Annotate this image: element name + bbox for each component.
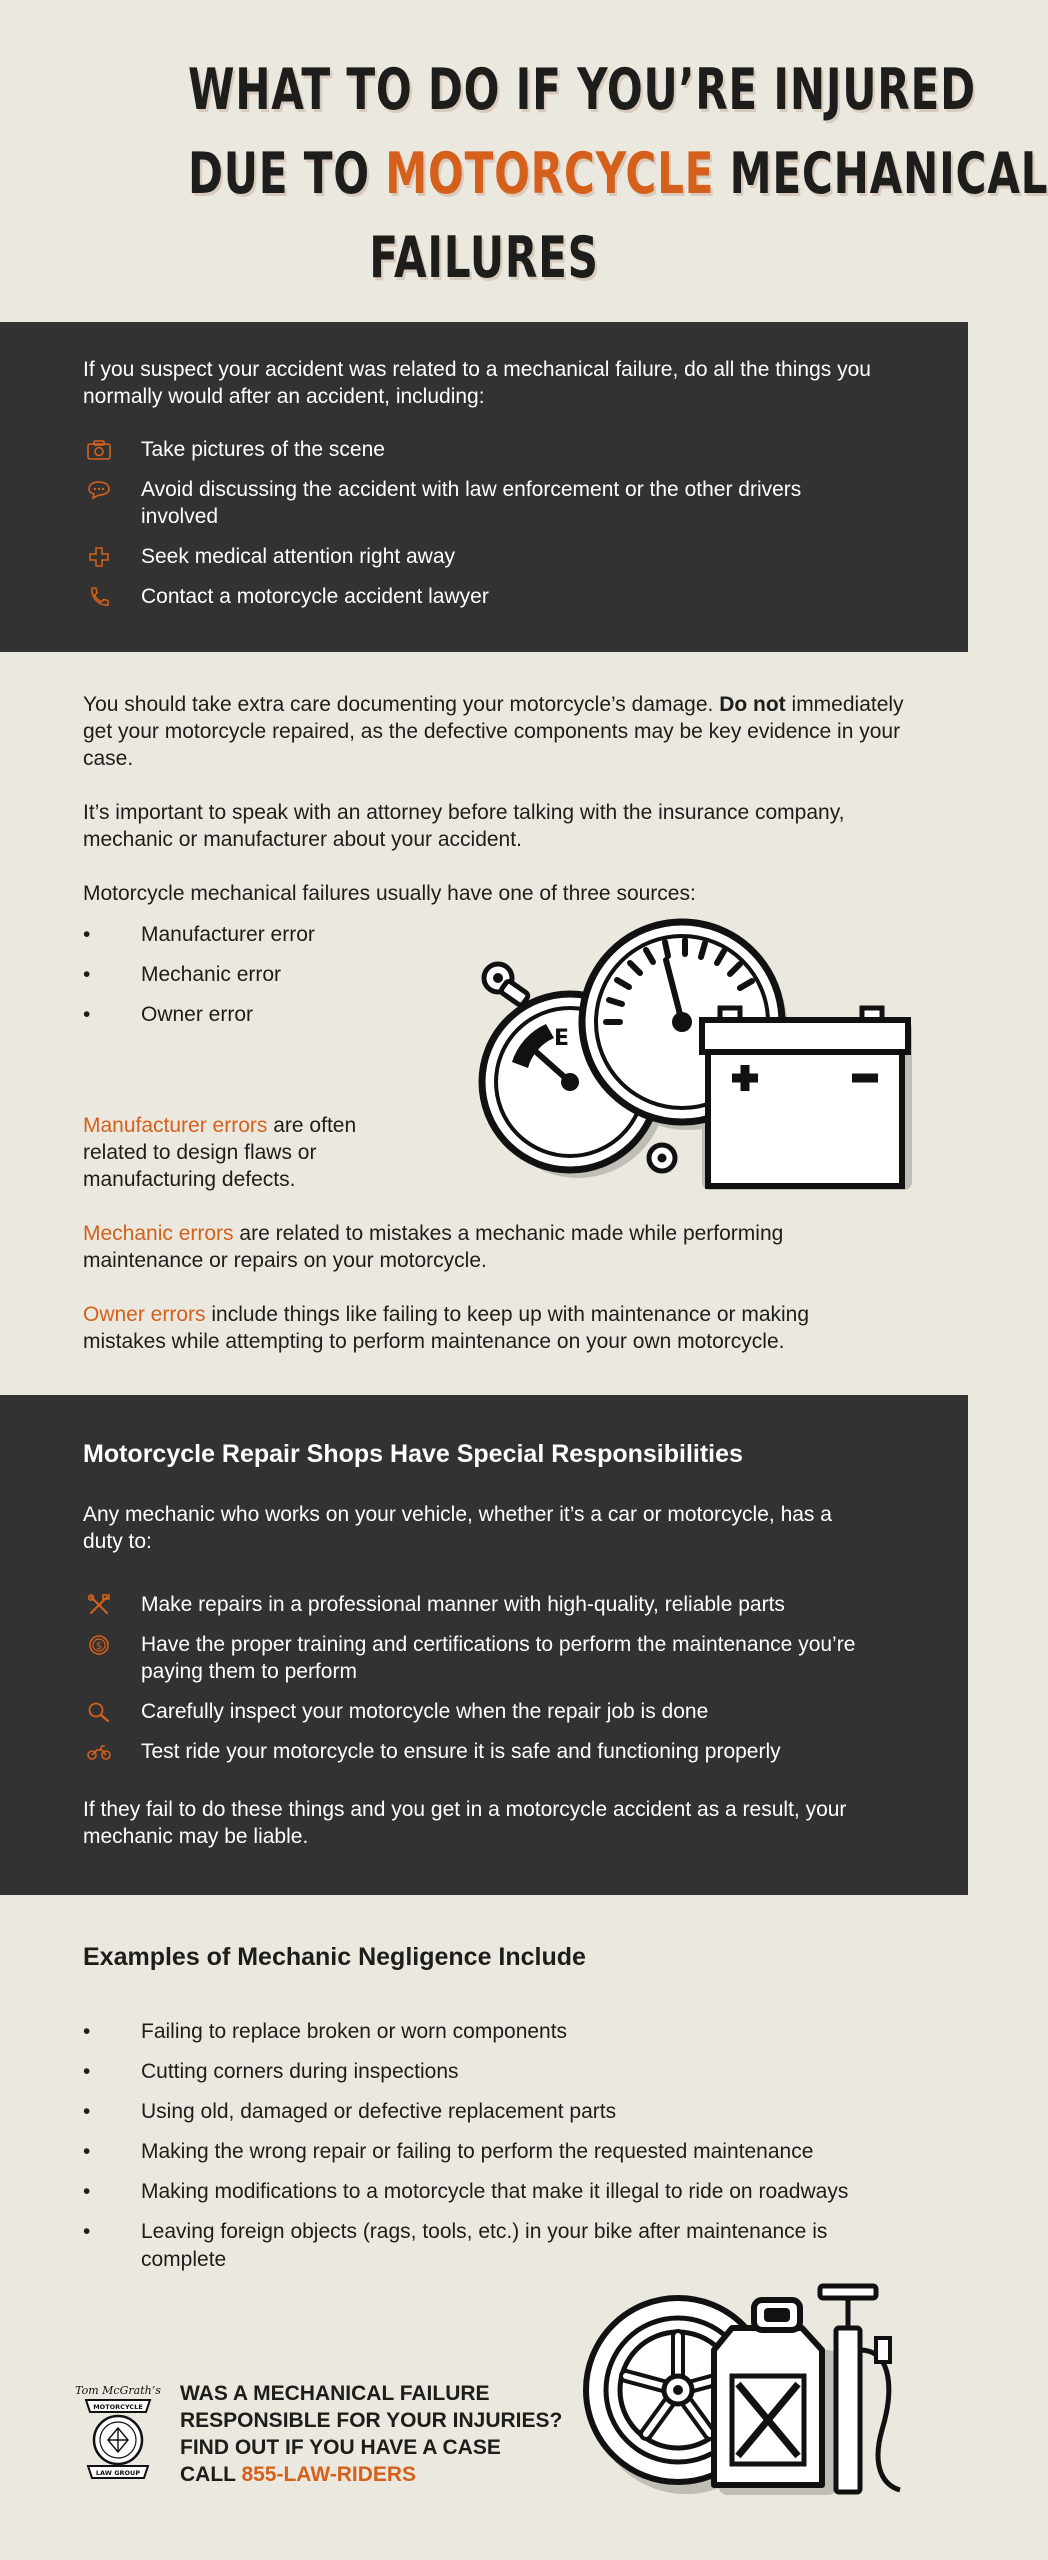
list-item-text: Owner error <box>141 1003 254 1026</box>
cta-line-2: RESPONSIBLE FOR YOUR INJURIES? <box>180 2409 563 2432</box>
emphasis-text: Do not <box>719 693 786 716</box>
tire-gascan-pump-illustration <box>582 2280 912 2500</box>
title-accent-word: MOTORCYCLE <box>385 141 715 207</box>
list-item-text: Have the proper training and certifications to perform the maintenance you’re paying them to perform <box>141 1633 856 1683</box>
wrench-screwdriver-icon <box>87 1595 111 1615</box>
page-title <box>188 48 1048 300</box>
owner-errors-paragraph <box>83 1301 883 1355</box>
liability-paragraph: If they fail to do these things and you get in a motorcycle accident as a result, your mechanic may be liable. <box>83 1798 847 1848</box>
bullet-dot: • <box>83 963 91 986</box>
list-item-text: Leaving foreign objects (rags, tools, etc.) in your bike after maintenance is complete <box>141 2220 828 2271</box>
after-accident-section <box>0 322 968 652</box>
section1-intro: If you suspect your accident was related to a mechanical failure, do all the things you normally would after an accident, including: <box>83 358 871 408</box>
manufacturer-errors-paragraph <box>83 1112 393 1193</box>
motorcycle-icon <box>87 1742 111 1762</box>
logo-tag: MOTORCYCLE <box>93 2403 143 2411</box>
list-item-text: Making modifications to a motorcycle that make it illegal to ride on roadways <box>141 2180 849 2203</box>
medical-cross-icon <box>87 547 111 567</box>
camera-icon <box>87 440 111 460</box>
paragraph-text: include things like failing to keep up with maintenance or making mistakes while attempting to perform maintenance on your own motorcycle. <box>83 1303 810 1353</box>
paragraph-text: You should take extra care documenting your motorcycle’s damage. <box>83 693 720 716</box>
repair-shop-intro: Any mechanic who works on your vehicle, whether it’s a car or motorcycle, has a duty to: <box>83 1503 832 1553</box>
list-item-text: Avoid discussing the accident with law enforcement or the other drivers involved <box>141 478 802 528</box>
call-to-action <box>180 2380 600 2488</box>
list-item-text: Carefully inspect your motorcycle when the repair job is done <box>141 1700 709 1723</box>
bullet-dot: • <box>83 2100 91 2123</box>
phone-icon <box>87 587 111 607</box>
list-item-text: Making the wrong repair or failing to perform the requested maintenance <box>141 2140 814 2163</box>
title-text: MECHANICAL <box>714 141 1048 207</box>
list-item-text: Mechanic error <box>141 963 282 986</box>
law-group-logo <box>75 2382 161 2482</box>
owner-errors-label: Owner errors <box>83 1303 206 1326</box>
bullet-dot: • <box>83 1003 91 1026</box>
certificate-badge-icon <box>87 1635 111 1655</box>
cta-call-line <box>180 2461 600 2488</box>
svg-text:$: $ <box>95 1641 103 1652</box>
phone-number-link[interactable]: 855-LAW-RIDERS <box>241 2463 417 2486</box>
documentation-paragraph <box>83 691 913 772</box>
title-block <box>0 0 1048 322</box>
negligence-heading: Examples of Mechanic Negligence Include <box>83 1943 586 1971</box>
list-item-text: Take pictures of the scene <box>141 438 385 461</box>
logo-name: Tom McGrath’s <box>75 2384 161 2397</box>
paragraph-text: are related to mistakes a mechanic made while performing maintenance or repairs on your motorcycle. <box>83 1222 784 1272</box>
list-item-text: Test ride your motorcycle to ensure it is safe and functioning properly <box>141 1740 781 1763</box>
svg-text:E: E <box>554 1026 570 1051</box>
bullet-dot: • <box>83 2140 91 2163</box>
mechanic-errors-label: Mechanic errors <box>83 1222 234 1245</box>
bullet-dot: • <box>83 923 91 946</box>
title-line-1: WHAT TO DO IF YOU’RE INJURED <box>188 57 976 123</box>
sources-intro: Motorcycle mechanical failures usually have one of three sources: <box>83 882 696 905</box>
list-item-text: Using old, damaged or defective replacement parts <box>141 2100 617 2123</box>
manufacturer-errors-label: Manufacturer errors <box>83 1114 268 1137</box>
cta-call-text: CALL <box>180 2463 242 2486</box>
title-line-2 <box>188 132 1048 216</box>
bullet-dot: • <box>83 2220 91 2243</box>
repair-shop-section <box>0 1395 968 1895</box>
magnifier-icon <box>87 1702 111 1722</box>
paragraph-text: immediately get your motorcycle repaired, as the defective components may be key evidence in your case. <box>83 693 904 770</box>
bullet-dot: • <box>83 2020 91 2043</box>
bullet-dot: • <box>83 2060 91 2083</box>
paragraph-text: are often related to design flaws or manufacturing defects. <box>83 1114 357 1191</box>
list-item-text: Cutting corners during inspections <box>141 2060 459 2083</box>
repair-shop-heading: Motorcycle Repair Shops Have Special Responsibilities <box>83 1440 743 1468</box>
list-item-text: Make repairs in a professional manner with high-quality, reliable parts <box>141 1593 785 1616</box>
logo-sub: LAW GROUP <box>95 2469 141 2477</box>
attorney-paragraph: It’s important to speak with an attorney before talking with the insurance company, mechanic or manufacturer about your accident. <box>83 801 845 851</box>
list-item-text: Failing to replace broken or worn components <box>141 2020 568 2043</box>
bullet-dot: • <box>83 2180 91 2203</box>
cta-line-3: FIND OUT IF YOU HAVE A CASE <box>180 2436 501 2459</box>
list-item-text: Contact a motorcycle accident lawyer <box>141 585 489 608</box>
list-item-text: Seek medical attention right away <box>141 545 456 568</box>
list-item-text: Manufacturer error <box>141 923 315 946</box>
chat-bubble-icon <box>87 480 111 500</box>
mechanic-errors-paragraph <box>83 1220 883 1274</box>
cta-line-1: WAS A MECHANICAL FAILURE <box>180 2382 490 2405</box>
title-text: DUE TO <box>188 141 386 207</box>
title-line-3: FAILURES <box>369 225 599 291</box>
gauges-battery-illustration <box>470 920 920 1210</box>
